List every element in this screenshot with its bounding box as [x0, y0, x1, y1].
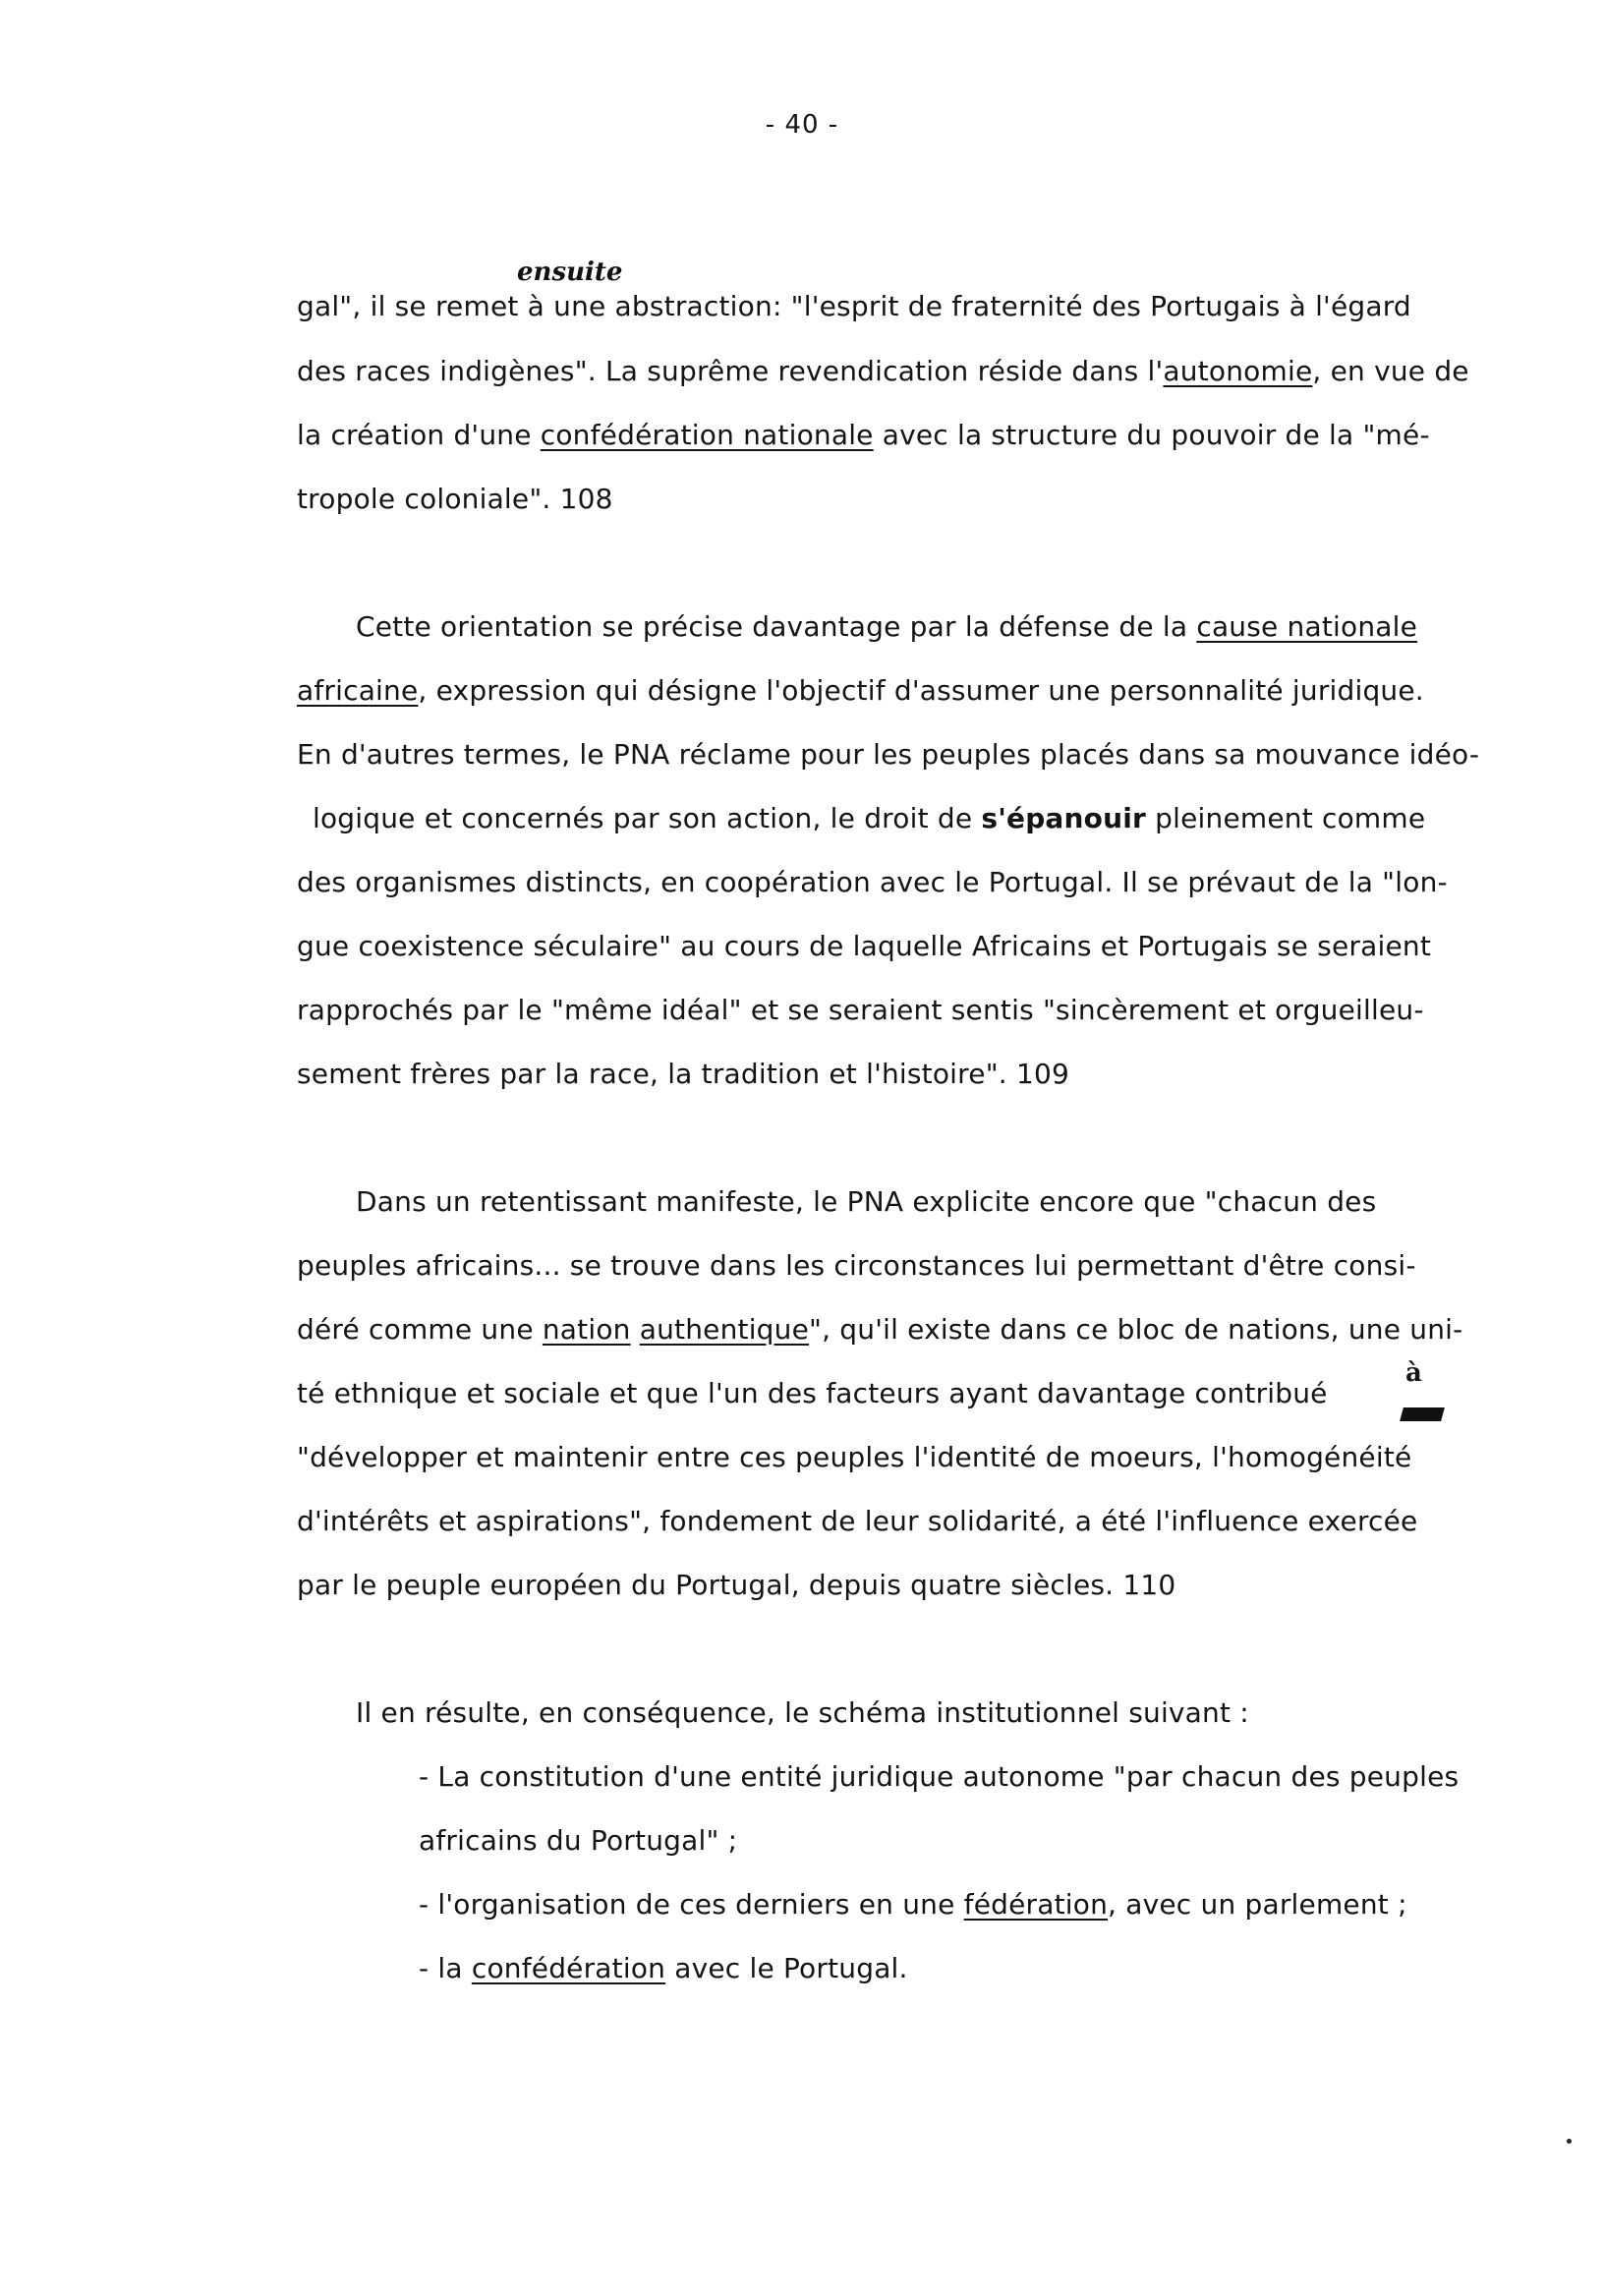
underlined-term: africaine [297, 674, 419, 707]
underlined-term: cause nationale [1196, 610, 1418, 643]
paragraph-2-line-4: logique et concernés par son action, le droit de s'épanouir pleinement comme [313, 802, 1426, 834]
paragraph-3-line-3: déré comme une nation authentique", qu'il existe dans ce bloc de nations, une uni- [297, 1313, 1463, 1346]
paragraph-3-line-6: d'intérêts et aspirations", fondement de leur solidarité, a été l'influence exercée [297, 1505, 1418, 1537]
list-item-1-line-1: - La constitution d'une entité juridique autonome "par chacun des peuples [419, 1760, 1460, 1793]
paragraph-2-line-7: rapprochés par le "même idéal" et se seraient sentis "sincèrement et orgueilleu- [297, 994, 1424, 1026]
underlined-term: authentique [639, 1313, 810, 1346]
paragraph-1-line-1: gal", il se remet à une abstraction: "l'esprit de fraternité des Portugais à l'égard [297, 290, 1411, 322]
paragraph-2-line-8: sement frères par la race, la tradition et l'histoire". 109 [297, 1058, 1070, 1090]
list-item-1-line-2: africains du Portugal" ; [419, 1824, 738, 1857]
paragraph-2-line-1: Cette orientation se précise davantage par la défense de la cause nationale [356, 610, 1418, 643]
underlined-term: nation [542, 1313, 631, 1346]
underlined-term: autonomie [1163, 355, 1313, 387]
paragraph-2-line-3: En d'autres termes, le PNA réclame pour les peuples placés dans sa mouvance idéo- [297, 738, 1480, 771]
paragraph-3-line-1: Dans un retentissant manifeste, le PNA explicite encore que "chacun des [356, 1185, 1377, 1218]
paragraph-2-line-2: africaine, expression qui désigne l'objectif d'assumer une personnalité juridique. [297, 674, 1424, 707]
handwritten-annotation: ensuite [517, 258, 623, 287]
paragraph-1-line-3: la création d'une confédération nationale avec la structure du pouvoir de la "mé- [297, 419, 1430, 451]
speck-mark [1567, 2139, 1572, 2144]
underlined-term: confédération nationale [540, 419, 874, 451]
paragraph-3-line-2: peuples africains... se trouve dans les circonstances lui permettant d'être consi- [297, 1249, 1416, 1282]
paragraph-1-line-2: des races indigènes". La suprême revendication réside dans l'autonomie, en vue de [297, 355, 1469, 387]
underlined-term: confédération [471, 1952, 666, 1984]
paragraph-3-line-4: té ethnique et sociale et que l'un des facteurs ayant davantage contribué [297, 1377, 1328, 1409]
list-item-2: - l'organisation de ces derniers en une fédération, avec un parlement ; [419, 1888, 1407, 1921]
paragraph-1-line-4: tropole coloniale". 108 [297, 483, 613, 515]
strikethrough-mark [1400, 1407, 1445, 1421]
paragraph-4-intro: Il en résulte, en conséquence, le schéma institutionnel suivant : [356, 1696, 1249, 1729]
list-item-3: - la confédération avec le Portugal. [419, 1952, 908, 1984]
paragraph-2-line-5: des organismes distincts, en coopération avec le Portugal. Il se prévaut de la "lon- [297, 866, 1448, 898]
paragraph-3-line-7: par le peuple européen du Portugal, depuis quatre siècles. 110 [297, 1569, 1176, 1601]
page-number: - 40 - [765, 110, 839, 140]
paragraph-3-line-5: "développer et maintenir entre ces peuples l'identité de moeurs, l'homogénéité [297, 1441, 1412, 1473]
underlined-term: fédération [963, 1888, 1109, 1921]
bold-correction: s'épanouir [981, 802, 1147, 834]
paragraph-2-line-6: gue coexistence séculaire" au cours de laquelle Africains et Portugais se seraient [297, 930, 1431, 962]
handwritten-correction: à [1405, 1358, 1422, 1388]
